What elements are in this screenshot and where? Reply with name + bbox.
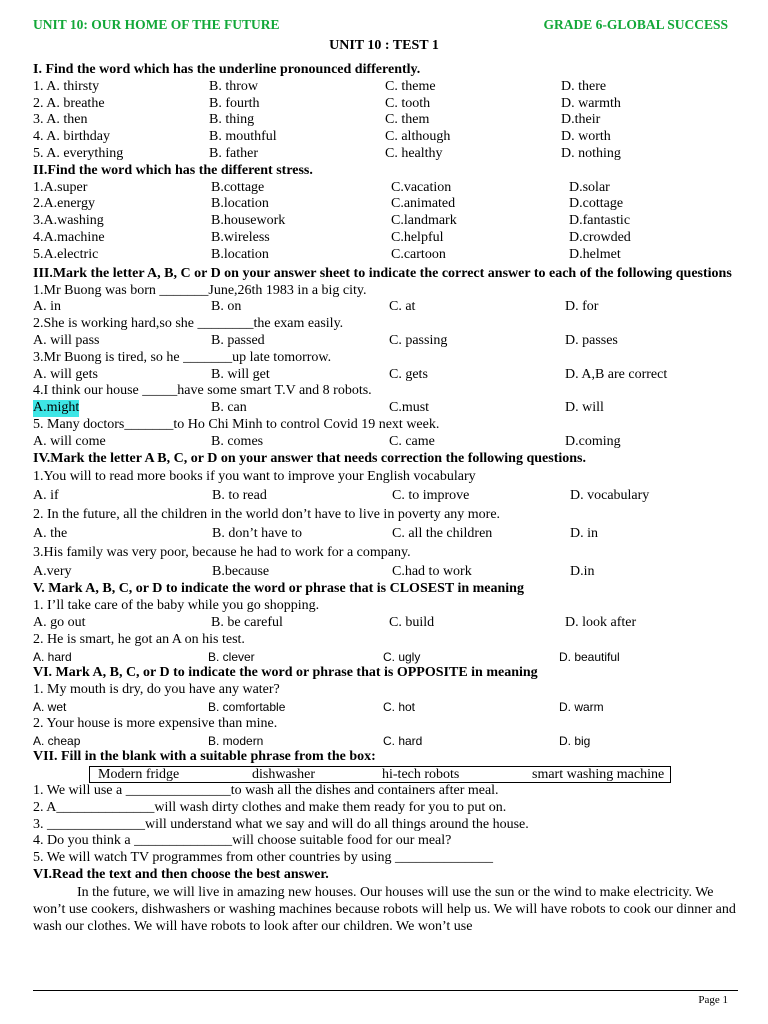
option: C. ugly <box>383 649 421 664</box>
option: A. will gets <box>33 366 98 382</box>
options-row <box>33 486 738 505</box>
option: C. hard <box>383 733 423 748</box>
option: B.cottage <box>211 179 265 195</box>
option: C.vacation <box>391 179 452 195</box>
unit-header: UNIT 10: OUR HOME OF THE FUTURE <box>33 17 280 32</box>
option: D.coming <box>565 433 621 449</box>
s1-row <box>33 79 738 96</box>
section-2-heading: II.Find the word which has the different stress. <box>33 162 313 178</box>
option: D.cottage <box>569 196 624 212</box>
option: C.must <box>389 400 430 416</box>
word-box <box>89 766 671 783</box>
option: B. can <box>211 400 247 416</box>
option: C. hot <box>383 699 416 714</box>
option: 5.A.electric <box>33 246 99 262</box>
option: C.animated <box>391 196 456 212</box>
options-row <box>33 649 738 666</box>
option: B. clever <box>208 649 255 664</box>
options-row <box>33 400 738 417</box>
footer-rule <box>33 990 738 991</box>
option: D. A,B are correct <box>565 366 668 382</box>
options-row <box>33 615 738 632</box>
question: 5. Many doctors_______to Ho Chi Minh to control Covid 19 next week. <box>33 416 440 432</box>
option: C. them <box>385 112 430 128</box>
option: C. theme <box>385 78 436 94</box>
section-1-heading: I. Find the word which has the underline pronounced differently. <box>33 62 421 77</box>
option: B.because <box>212 564 270 580</box>
highlighted-answer: A.might <box>33 400 80 416</box>
option: A. will come <box>33 433 106 449</box>
option: 1. A. thirsty <box>33 78 100 94</box>
section-6-heading: VI. Mark A, B, C, or D to indicate the word or phrase that is OPPOSITE in meaning <box>33 665 538 681</box>
option: A. cheap <box>33 733 81 748</box>
option: D. worth <box>561 129 611 145</box>
option: C. passing <box>389 332 448 348</box>
option: D. will <box>565 400 604 416</box>
option: C.had to work <box>392 564 472 580</box>
question: 2. He is smart, he got an A on his test. <box>33 631 245 647</box>
s2-row <box>33 180 738 197</box>
fill-line: 4. Do you think a ______________will choose suitable food for our meal? <box>33 833 452 849</box>
s2-row <box>33 230 738 247</box>
option: 1.A.super <box>33 179 88 195</box>
option-highlighted <box>33 400 211 417</box>
option: B.location <box>211 246 269 262</box>
option: 2.A.energy <box>33 196 95 212</box>
option: A.very <box>33 564 72 580</box>
question: 4.I think our house _____have some smart T.V and 8 robots. <box>33 383 372 399</box>
option: D. in <box>570 526 598 542</box>
option: 5. A. everything <box>33 145 124 161</box>
option: D. beautiful <box>559 649 620 664</box>
options-row <box>33 562 738 581</box>
grade-header: GRADE 6-GLOBAL SUCCESS <box>543 17 728 32</box>
option: C. tooth <box>385 95 431 111</box>
option: D. big <box>559 733 591 748</box>
fill-line: 3. ______________will understand what we say and will do all things around the house. <box>33 816 529 832</box>
option: B. fourth <box>209 95 260 111</box>
option: B. don’t have to <box>212 526 302 542</box>
question: 3.Mr Buong is tired, so he _______up late tomorrow. <box>33 349 332 365</box>
option: D. passes <box>565 332 618 348</box>
question: 1.Mr Buong was born _______June,26th 1983 in a big city. <box>33 282 367 298</box>
option: B. be careful <box>211 614 283 630</box>
word-box-item: dishwasher <box>252 767 315 783</box>
section-7-heading: VII. Fill in the blank with a suitable phrase from the box: <box>33 749 376 765</box>
option: B.housework <box>211 213 286 229</box>
option: C.helpful <box>391 229 444 245</box>
option: D. there <box>561 78 607 94</box>
question: 3.His family was very poor, because he had to work for a company. <box>33 545 411 561</box>
option: A. will pass <box>33 332 100 348</box>
option: D.helmet <box>569 246 621 262</box>
option: B. passed <box>211 332 265 348</box>
option: B. comes <box>211 433 264 449</box>
s1-row <box>33 146 738 163</box>
section-5-heading: V. Mark A, B, C, or D to indicate the word or phrase that is CLOSEST in meaning <box>33 581 524 597</box>
option: A. in <box>33 299 61 315</box>
option: B. mouthful <box>209 129 277 145</box>
option: B.location <box>211 196 269 212</box>
option: C. at <box>389 299 416 315</box>
reading-passage: In the future, we will live in amazing new houses. Our houses will use the sun or the wind to make electricity. We won’t use cookers, dishwashers or washing machines because robots will help us. We will have robots to cook our dinner and wash our clothes. We will have robots to look after our children. We won’t use <box>33 884 736 934</box>
option: 4.A.machine <box>33 229 105 245</box>
option: 4. A. birthday <box>33 129 110 145</box>
options-row <box>33 699 738 716</box>
question: 2. Your house is more expensive than mine. <box>33 715 278 731</box>
option: C. all the children <box>392 526 493 542</box>
option: A. if <box>33 488 59 504</box>
fill-line: 1. We will use a _______________to wash all the dishes and containers after meal. <box>33 783 499 799</box>
word-box-item: smart washing machine <box>532 767 665 783</box>
section-3-heading: III.Mark the letter A, B, C or D on your answer sheet to indicate the correct answer to each of the following questions <box>33 265 732 281</box>
s1-row <box>33 129 738 146</box>
options-row <box>33 299 738 316</box>
test-content <box>33 62 738 935</box>
option: A. the <box>33 526 68 542</box>
question: 1. I’ll take care of the baby while you go shopping. <box>33 598 320 614</box>
fill-line: 5. We will watch TV programmes from other countries by using ______________ <box>33 850 494 866</box>
option: C. gets <box>389 366 428 382</box>
option: B. modern <box>208 733 264 748</box>
option: D.their <box>561 112 601 128</box>
s1-row <box>33 112 738 129</box>
word-box-item: Modern fridge <box>98 767 180 783</box>
s2-row <box>33 196 738 213</box>
option: 3. A. then <box>33 112 88 128</box>
option: D. nothing <box>561 145 621 161</box>
option: D. warm <box>559 699 604 714</box>
option: D.solar <box>569 179 610 195</box>
option: B. father <box>209 145 258 161</box>
option: D. for <box>565 299 599 315</box>
option: B. to read <box>212 488 267 504</box>
page-number: Page 1 <box>698 994 728 1006</box>
options-row <box>33 333 738 350</box>
option: A. hard <box>33 649 72 664</box>
s2-row <box>33 247 738 264</box>
option: B. comfortable <box>208 699 286 714</box>
option: C.landmark <box>391 213 457 229</box>
options-row <box>33 733 738 750</box>
options-row <box>33 434 738 451</box>
option: A. go out <box>33 614 86 630</box>
option: D.in <box>570 564 595 580</box>
option: B. on <box>211 299 242 315</box>
s1-row <box>33 96 738 113</box>
word-box-item: hi-tech robots <box>382 767 460 783</box>
option: B. thing <box>209 112 255 128</box>
option: A. wet <box>33 699 67 714</box>
option: D. look after <box>565 614 637 630</box>
section-reading-heading: VI.Read the text and then choose the best answer. <box>33 867 329 883</box>
question: 2.She is working hard,so she ________the exam easily. <box>33 316 344 332</box>
option: C. although <box>385 129 451 145</box>
question: 1.You will to read more books if you want to improve your English vocabulary <box>33 469 476 485</box>
options-row <box>33 367 738 384</box>
option: B. will get <box>211 366 270 382</box>
option: D.fantastic <box>569 213 631 229</box>
section-4-heading: IV.Mark the letter A B, C, or D on your answer that needs correction the following questions. <box>33 450 586 466</box>
option: D.crowded <box>569 229 631 245</box>
option: C.cartoon <box>391 246 446 262</box>
fill-line: 2. A______________will wash dirty clothes and make them ready for you to put on. <box>33 799 507 815</box>
option: D. vocabulary <box>570 488 650 504</box>
option: B. throw <box>209 78 258 94</box>
option: C. healthy <box>385 145 443 161</box>
option: C. build <box>389 614 435 630</box>
option: B.wireless <box>211 229 270 245</box>
options-row <box>33 524 738 543</box>
option: C. came <box>389 433 435 449</box>
option: 3.A.washing <box>33 213 104 229</box>
test-title: UNIT 10 : TEST 1 <box>329 38 439 53</box>
question: 1. My mouth is dry, do you have any water? <box>33 682 280 698</box>
s2-row <box>33 213 738 230</box>
option: C. to improve <box>392 488 470 504</box>
question: 2. In the future, all the children in the world don’t have to live in poverty any more. <box>33 507 501 523</box>
option: 2. A. breathe <box>33 95 105 111</box>
option: D. warmth <box>561 95 621 111</box>
